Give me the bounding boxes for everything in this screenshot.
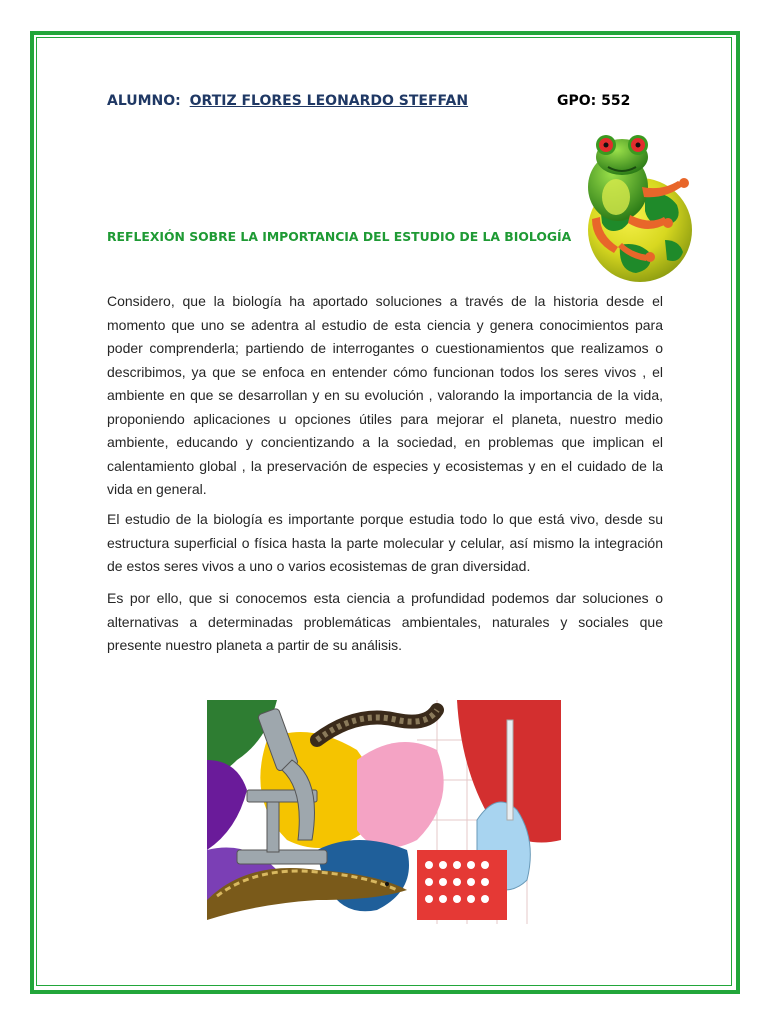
student-name: ORTIZ FLORES LEONARDO STEFFAN	[189, 93, 469, 109]
frog-globe-image	[560, 125, 705, 285]
paragraph-1: Considero, que la biología ha aportado soluciones a través de la historia desde el momento que uno se adentra al estudio de esta ciencia y genera conocimientos para poder comprenderla; partiendo de interrogantes o cuestionamientos que realizamos o describimos, ya que se enfoca en entender cómo funcionan todos los seres vivos , el ambiente en que se desarrollan y en su evolución , valorando la importancia de la vida, proponiendo aplicaciones u opciones útiles para mejorar el planeta, nuestro medio ambiente, educando y concientizando a la sociedad, en problemas que implican el calentamiento global , la preservación de especies y ecosistemas y en el cuidado de la vida en general.	[107, 293, 663, 497]
paragraph-3: Es por ello, que si conocemos esta ciencia a profundidad podemos dar soluciones o alternativas a determinadas problemáticas ambientales, naturales y sociales que presente nuestro planeta a partir de su análisis.	[107, 590, 663, 653]
student-label: ALUMNO:	[107, 93, 181, 109]
document-title: REFLEXIÓN SOBRE LA IMPORTANCIA DEL ESTUDIO DE LA BIOLOGÍA	[107, 229, 572, 244]
student-line	[107, 93, 468, 109]
paragraph-2: El estudio de la biología es importante porque estudia todo lo que está vivo, desde su estructura superficial o física hasta la parte molecular y celular, así mismo la integración de estos seres vivos a uno o varios ecosistemas de gran diversidad.	[107, 511, 663, 574]
biology-collage-image	[207, 700, 561, 924]
group-number: GPO: 552	[557, 93, 631, 109]
